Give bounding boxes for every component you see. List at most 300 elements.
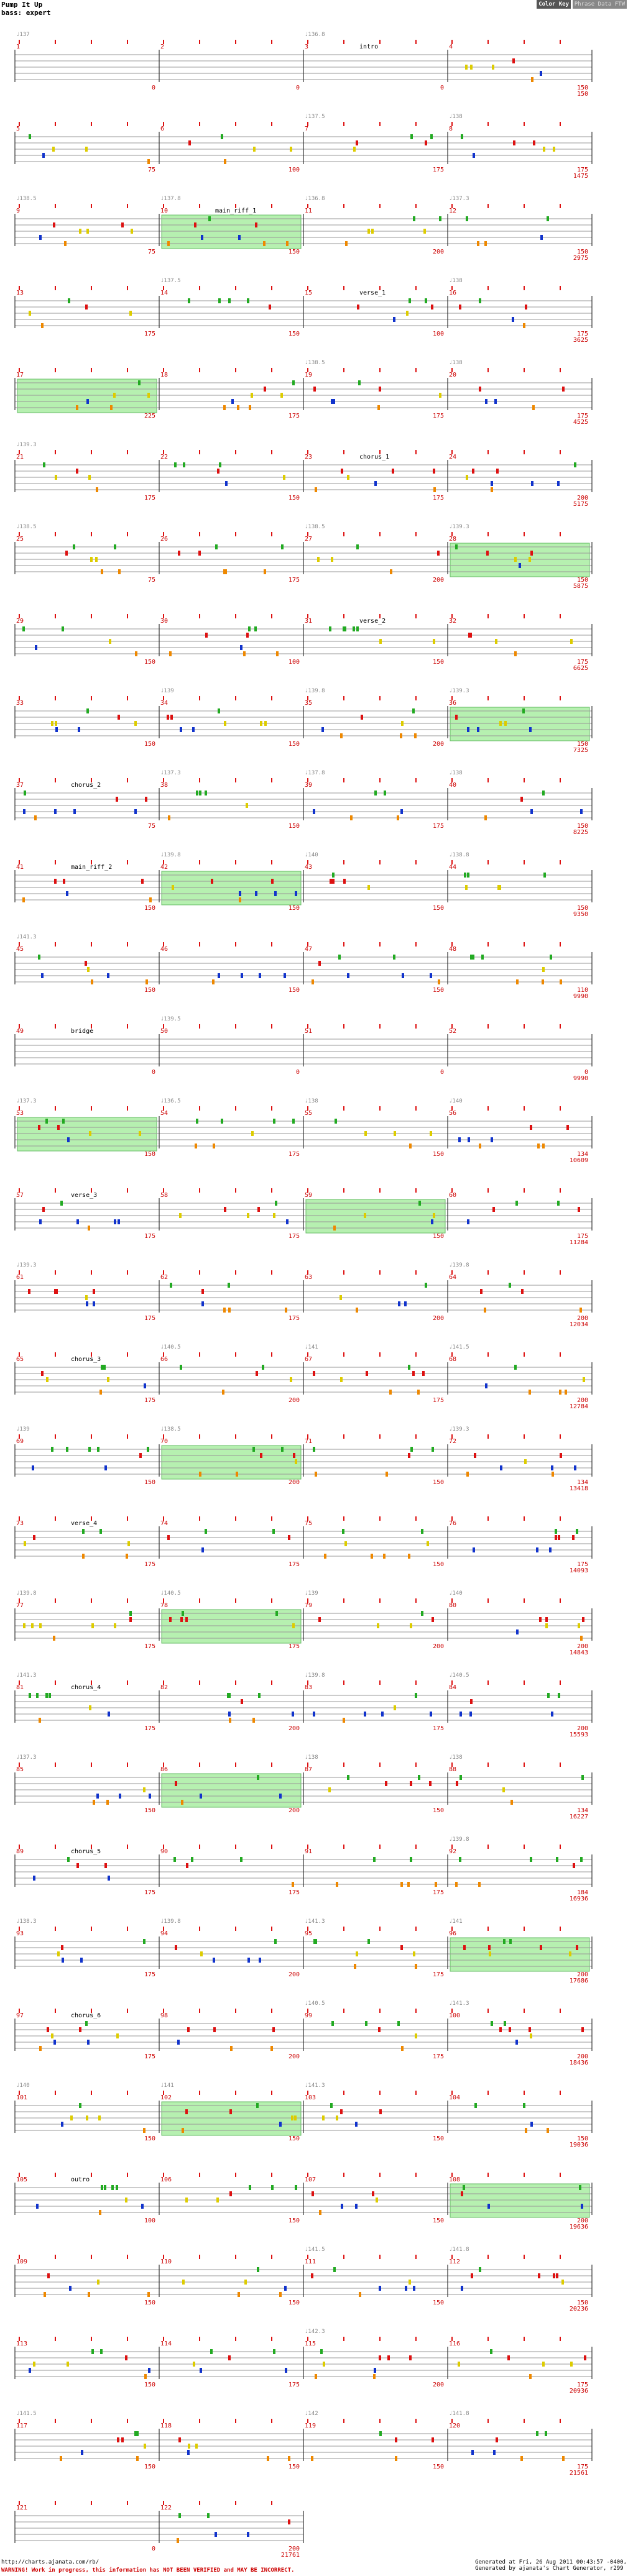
note-gem <box>570 639 573 644</box>
note-gem <box>273 2349 275 2354</box>
beat-tick <box>235 368 236 372</box>
note-gem <box>47 2273 50 2278</box>
beat-tick <box>343 1762 344 1767</box>
note-gem <box>23 809 25 814</box>
beat-tick <box>487 2255 489 2259</box>
measure-number: 19 <box>305 372 313 378</box>
note-gem <box>499 721 502 726</box>
note-gem <box>88 1447 91 1452</box>
beat-tick <box>271 2091 272 2095</box>
beat-tick <box>235 942 236 947</box>
note-gem <box>417 1390 420 1395</box>
beat-tick <box>379 2173 381 2177</box>
beat-tick <box>487 1106 489 1111</box>
note-gem <box>372 2191 374 2196</box>
beat-tick <box>55 1434 56 1439</box>
measure-number: 93 <box>16 1930 24 1937</box>
measure-number: 47 <box>305 946 313 953</box>
beat-tick <box>379 1927 381 1931</box>
note-gem <box>85 305 88 309</box>
note-gem <box>379 2286 381 2291</box>
note-gem <box>91 979 93 984</box>
note-gem <box>39 1623 42 1628</box>
note-gem <box>271 879 274 884</box>
measure-number: 11 <box>305 208 313 214</box>
note-gem <box>413 2286 415 2291</box>
note-gem <box>467 873 469 878</box>
tempo-marker: ♩140 <box>305 852 318 858</box>
note-gem <box>402 973 404 978</box>
section-name: main_riff_2 <box>71 864 113 871</box>
note-gem <box>514 1365 517 1370</box>
note-gem <box>400 733 402 738</box>
beat-tick <box>560 450 561 454</box>
note-gem <box>258 1693 261 1698</box>
note-gem <box>47 2027 49 2032</box>
measure-score: 175 <box>432 495 444 502</box>
note-gem <box>264 569 266 574</box>
note-gem <box>345 241 348 246</box>
note-gem <box>67 1137 70 1142</box>
note-gem <box>57 1125 60 1130</box>
beat-tick <box>199 1434 200 1439</box>
beat-tick <box>235 2419 236 2423</box>
measure-number: 86 <box>160 1766 169 1773</box>
note-gem <box>330 879 332 884</box>
beat-tick <box>55 122 56 126</box>
note-gem <box>381 1712 384 1717</box>
note-gem <box>516 979 519 984</box>
beat-tick <box>91 204 92 208</box>
note-gem <box>374 481 377 486</box>
note-gem <box>147 2292 150 2297</box>
note-gem <box>355 2122 358 2127</box>
measure-number: 104 <box>449 2094 461 2101</box>
beat-tick <box>235 2009 236 2013</box>
note-gem <box>347 973 349 978</box>
note-gem <box>177 2040 180 2045</box>
beat-tick <box>379 942 381 947</box>
measure-score: 175 <box>432 823 444 830</box>
note-gem <box>255 891 257 896</box>
measure-number: 41 <box>16 864 24 871</box>
beat-tick <box>271 1024 272 1029</box>
note-gem <box>344 1541 347 1546</box>
note-gem <box>431 305 433 309</box>
color-key-button[interactable]: Color Key <box>537 0 571 9</box>
measure-score: 134 <box>576 1151 588 1158</box>
beat-tick <box>560 2173 561 2177</box>
beat-tick <box>487 1845 489 1849</box>
beat-tick <box>127 450 128 454</box>
note-gem <box>433 1213 435 1218</box>
note-gem <box>205 1529 207 1534</box>
beat-tick <box>127 1434 128 1439</box>
note-gem <box>455 1882 458 1887</box>
tempo-marker: ♩140.5 <box>160 1344 181 1350</box>
cumulative-score: 20936 <box>569 2388 588 2395</box>
note-gem <box>279 1794 282 1799</box>
measure-score: 150 <box>288 2299 300 2306</box>
measure-score: 200 <box>432 741 444 748</box>
measure-number: 20 <box>449 372 457 378</box>
beat-tick <box>55 532 56 536</box>
note-gem <box>425 298 427 303</box>
note-gem <box>313 1939 316 1944</box>
section-name: intro <box>359 44 379 50</box>
note-gem <box>477 241 479 246</box>
beat-tick <box>271 1762 272 1767</box>
beat-tick <box>560 40 561 44</box>
note-gem <box>42 1207 45 1212</box>
note-gem <box>175 1945 177 1950</box>
measure-number: 114 <box>160 2340 172 2347</box>
beat-tick <box>91 1598 92 1603</box>
beat-tick <box>343 1927 344 1931</box>
note-gem <box>129 1617 132 1622</box>
beat-tick <box>524 1188 525 1193</box>
beat-tick <box>524 286 525 290</box>
beat-tick <box>271 286 272 290</box>
note-gem <box>470 1699 473 1704</box>
beat-tick <box>199 1270 200 1275</box>
measure-score: 150 <box>432 2217 444 2224</box>
measure-number: 76 <box>449 1520 457 1527</box>
measure-score: 175 <box>288 2381 300 2388</box>
section-name: verse_1 <box>359 290 386 296</box>
phrase-data-button[interactable]: Phrase Data FTW <box>573 0 627 9</box>
section-name: chorus_1 <box>359 454 390 461</box>
beat-tick <box>127 2419 128 2423</box>
measure-score: 150 <box>432 659 444 666</box>
beat-tick <box>487 1352 489 1357</box>
note-gem <box>415 2033 417 2038</box>
measure-score: 150 <box>144 2299 155 2306</box>
measure-number: 49 <box>16 1028 24 1035</box>
beat-tick <box>235 1845 236 1849</box>
beat-tick <box>487 2173 489 2177</box>
note-gem <box>186 1863 188 1868</box>
measure-score: 150 <box>288 741 300 748</box>
beat-tick <box>271 1845 272 1849</box>
beat-tick <box>55 614 56 618</box>
cumulative-score: 14843 <box>569 1649 588 1656</box>
beat-tick <box>55 2501 56 2505</box>
note-gem <box>486 551 489 556</box>
section-name: main_riff_1 <box>215 208 257 214</box>
cumulative-score: 21761 <box>280 2552 300 2557</box>
beat-tick <box>560 1516 561 1521</box>
measure-score: 175 <box>144 495 155 502</box>
measure-score: 150 <box>144 659 155 666</box>
note-gem <box>503 1939 506 1944</box>
note-gem <box>432 1447 434 1452</box>
tempo-marker: ♩141.8 <box>449 2411 469 2417</box>
note-gem <box>257 1207 260 1212</box>
note-gem <box>39 2046 42 2051</box>
note-gem <box>180 1365 182 1370</box>
note-gem <box>379 2431 382 2436</box>
note-gem <box>336 2115 338 2120</box>
note-gem <box>218 708 220 713</box>
note-gem <box>42 153 45 158</box>
cumulative-score: 2975 <box>573 255 588 262</box>
note-gem <box>393 955 395 960</box>
note-gem <box>39 235 42 240</box>
beat-tick <box>127 122 128 126</box>
note-gem <box>339 1295 342 1300</box>
note-gem <box>433 469 435 474</box>
beat-tick <box>199 532 200 536</box>
note-gem <box>93 1301 95 1306</box>
beat-tick <box>415 1927 417 1931</box>
beat-tick <box>487 614 489 618</box>
beat-tick <box>91 122 92 126</box>
measure-number: 8 <box>449 126 453 132</box>
tempo-marker: ♩139.5 <box>160 1016 181 1022</box>
note-gem <box>292 1712 294 1717</box>
measure-score: 150 <box>432 2464 444 2470</box>
measure-number: 111 <box>305 2258 316 2265</box>
tempo-marker: ♩141 <box>449 1918 463 1925</box>
measure-number: 12 <box>449 208 457 214</box>
beat-tick <box>524 532 525 536</box>
measure-score: 150 <box>432 1561 444 1568</box>
tempo-marker: ♩142 <box>305 2411 318 2417</box>
beat-tick <box>415 1845 417 1849</box>
note-gem <box>273 1119 275 1124</box>
note-gem <box>421 1611 423 1616</box>
beat-tick <box>55 2337 56 2341</box>
note-gem <box>371 1554 373 1559</box>
beat-tick <box>127 1598 128 1603</box>
note-gem <box>485 1383 487 1388</box>
note-gem <box>69 2286 72 2291</box>
beat-tick <box>415 1434 417 1439</box>
beat-tick <box>91 942 92 947</box>
note-gem <box>55 721 57 726</box>
note-gem <box>114 1623 116 1628</box>
measure-number: 84 <box>449 1684 457 1691</box>
measure-number: 70 <box>160 1438 169 1445</box>
beat-tick <box>271 1927 272 1931</box>
note-gem <box>524 1459 527 1464</box>
note-gem <box>469 1712 472 1717</box>
measure-number: 52 <box>449 1028 457 1035</box>
note-gem <box>91 2349 94 2354</box>
beat-tick <box>560 204 561 208</box>
tempo-marker: ♩139.3 <box>449 524 469 530</box>
measure-number: 30 <box>160 618 169 625</box>
beat-tick <box>560 1680 561 1685</box>
note-gem <box>24 791 26 795</box>
measure-score: 100 <box>144 2217 155 2224</box>
note-gem <box>119 1794 121 1799</box>
note-gem <box>240 1857 242 1862</box>
note-gem <box>217 469 219 474</box>
tempo-marker: ♩141 <box>305 1344 318 1350</box>
tempo-marker: ♩136.8 <box>305 196 325 202</box>
measure-score: 150 <box>288 495 300 502</box>
cumulative-score: 9990 <box>573 993 588 1000</box>
note-gem <box>359 2292 361 2297</box>
note-gem <box>70 2115 73 2120</box>
note-gem <box>580 1857 583 1862</box>
measure-number: 100 <box>449 2012 461 2019</box>
note-gem <box>273 1213 275 1218</box>
note-gem <box>240 645 242 650</box>
tempo-marker: ♩139.8 <box>305 1672 325 1679</box>
note-gem <box>275 1611 278 1616</box>
beat-tick <box>271 1680 272 1685</box>
measure-score: 200 <box>288 1971 300 1978</box>
beat-tick <box>271 1598 272 1603</box>
note-gem <box>543 873 546 878</box>
note-gem <box>294 2115 297 2120</box>
note-gem <box>487 2204 490 2209</box>
note-gem <box>34 815 37 820</box>
note-gem <box>555 1535 557 1540</box>
beat-tick <box>91 1106 92 1111</box>
note-gem <box>172 885 174 890</box>
measure-score: 200 <box>288 2053 300 2060</box>
measure-number: 25 <box>16 536 24 543</box>
beat-tick <box>271 1270 272 1275</box>
note-gem <box>401 2046 404 2051</box>
tempo-marker: ♩140.5 <box>449 1672 469 1679</box>
note-gem <box>410 1623 412 1628</box>
tempo-marker: ♩137.5 <box>160 278 181 284</box>
note-gem <box>292 1882 294 1887</box>
beat-tick <box>415 1024 417 1029</box>
note-gem <box>229 1718 231 1723</box>
beat-tick <box>415 942 417 947</box>
beat-tick <box>127 286 128 290</box>
note-gem <box>35 645 37 650</box>
beat-tick <box>271 778 272 782</box>
note-gem <box>208 216 211 221</box>
note-gem <box>422 1371 425 1376</box>
note-gem <box>52 147 55 152</box>
beat-tick <box>487 122 489 126</box>
note-gem <box>271 2185 274 2190</box>
note-gem <box>410 134 413 139</box>
measure-number: 5 <box>16 126 21 132</box>
note-gem <box>85 1295 88 1300</box>
note-gem <box>269 305 271 309</box>
note-gem <box>91 1623 94 1628</box>
note-gem <box>313 809 315 814</box>
measure-number: 29 <box>16 618 24 625</box>
note-gem <box>212 979 215 984</box>
measure-score: 150 <box>288 331 300 337</box>
note-gem <box>201 235 203 240</box>
note-gem <box>107 1377 109 1382</box>
beat-tick <box>271 40 272 44</box>
measure-number: 16 <box>449 290 457 296</box>
beat-tick <box>415 2091 417 2095</box>
note-gem <box>492 1207 495 1212</box>
note-gem <box>29 1693 31 1698</box>
beat-tick <box>379 1188 381 1193</box>
note-gem <box>53 222 55 227</box>
note-gem <box>485 399 487 404</box>
note-gem <box>529 1390 531 1395</box>
note-gem <box>520 2456 523 2461</box>
section-name: chorus_5 <box>71 1848 101 1855</box>
beat-tick <box>560 532 561 536</box>
note-gem <box>96 487 98 492</box>
beat-tick <box>487 450 489 454</box>
note-gem <box>356 544 359 549</box>
beat-tick <box>524 450 525 454</box>
note-gem <box>373 2374 376 2379</box>
beat-tick <box>524 2173 525 2177</box>
tempo-marker: ♩137.3 <box>16 1098 37 1104</box>
beat-tick <box>55 2419 56 2423</box>
note-gem <box>542 1144 545 1148</box>
beat-tick <box>271 2501 272 2505</box>
note-gem <box>456 1781 458 1786</box>
beat-tick <box>343 778 344 782</box>
note-gem <box>435 1882 437 1887</box>
measure-number: 48 <box>449 946 457 953</box>
note-gem <box>343 1718 345 1723</box>
beat-tick <box>343 532 344 536</box>
measure-score: 175 <box>144 1233 155 1240</box>
beat-tick <box>560 1762 561 1767</box>
note-gem <box>147 159 150 164</box>
beat-tick <box>199 2255 200 2259</box>
note-gem <box>223 405 226 410</box>
note-gem <box>330 2103 333 2108</box>
measure-score: 175 <box>576 331 588 337</box>
note-gem <box>530 1857 532 1862</box>
beat-tick <box>235 614 236 618</box>
note-gem <box>364 1213 366 1218</box>
note-gem <box>343 879 346 884</box>
note-gem <box>86 708 89 713</box>
note-gem <box>111 2185 114 2190</box>
beat-tick <box>55 860 56 864</box>
note-gem <box>295 2185 297 2190</box>
note-gem <box>201 1301 204 1306</box>
note-gem <box>114 1219 116 1224</box>
measure-number: 31 <box>305 618 313 625</box>
note-gem <box>264 721 267 726</box>
note-gem <box>465 885 468 890</box>
beat-tick <box>271 2419 272 2423</box>
note-gem <box>129 1611 132 1616</box>
beat-tick <box>487 368 489 372</box>
beat-tick <box>343 1352 344 1357</box>
note-gem <box>540 71 542 76</box>
measure-score: 150 <box>288 249 300 255</box>
note-gem <box>412 708 415 713</box>
beat-tick <box>271 696 272 700</box>
tempo-marker: ♩141.3 <box>16 1672 37 1679</box>
note-gem <box>33 1535 35 1540</box>
measure-number: 56 <box>449 1110 457 1117</box>
measure-score: 150 <box>576 249 588 255</box>
footer-url-link[interactable]: http://charts.ajanata.com/rb/ <box>1 2559 99 2565</box>
note-gem <box>136 2431 139 2436</box>
beat-tick <box>415 368 417 372</box>
measure-number: 15 <box>305 290 313 296</box>
note-gem <box>85 961 87 966</box>
note-gem <box>385 1781 387 1786</box>
tempo-marker: ♩136.8 <box>305 32 325 38</box>
